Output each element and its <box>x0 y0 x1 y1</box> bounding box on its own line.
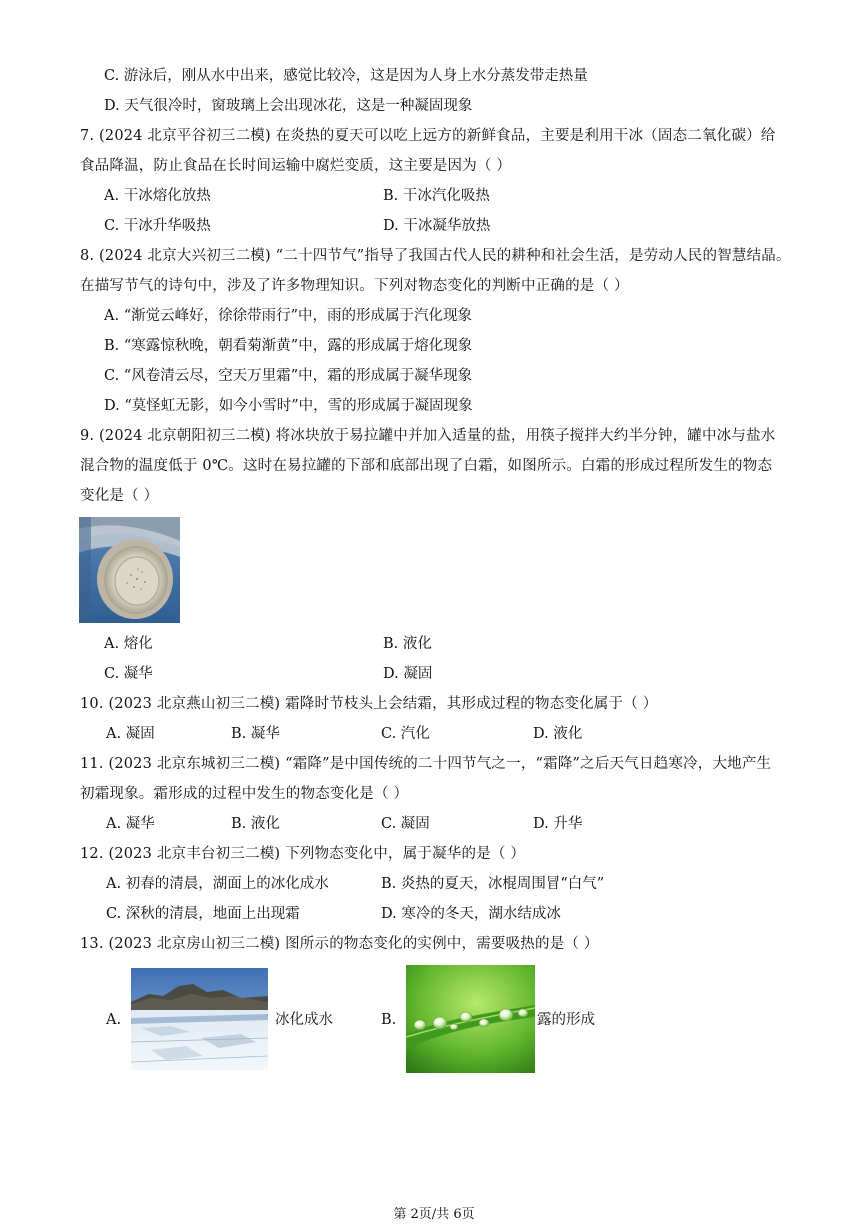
q7-option-d: D. 干冰凝华放热 <box>383 218 491 234</box>
q7-option-a: A. 干冰熔化放热 <box>104 188 211 204</box>
q7-stem-line2: 食品降温，防止食品在长时间运输中腐烂变质，这主要是因为（ ） <box>80 158 512 174</box>
q12-option-c: C. 深秋的清晨，地面上出现霜 <box>106 906 300 922</box>
frosted-can-photo <box>79 517 180 623</box>
q10-option-c: C. 汽化 <box>381 726 430 742</box>
q10-option-a: A. 凝固 <box>106 726 155 742</box>
q7-option-b: B. 干冰汽化吸热 <box>383 188 490 204</box>
q12-option-b: B. 炎热的夏天，冰棍周围冒“白气” <box>381 876 605 892</box>
q9-option-d: D. 凝固 <box>383 666 433 682</box>
q11-option-a: A. 凝华 <box>106 816 155 832</box>
q8-option-a: A. “渐觉云峰好，徐徐带雨行”中，雨的形成属于汽化现象 <box>104 308 473 324</box>
dew-drops-photo <box>406 965 535 1073</box>
q9-option-c: C. 凝华 <box>104 666 153 682</box>
q10-option-b: B. 凝华 <box>231 726 280 742</box>
q11-stem-line2: 初霜现象。霜形成的过程中发生的物态变化是（ ） <box>80 786 409 802</box>
q9-option-a: A. 熔化 <box>104 636 153 652</box>
q10-stem-line1: 10. (2023 北京燕山初三二模) 霜降时节枝头上会结霜，其形成过程的物态变化属于（ ） <box>80 696 658 712</box>
q9-stem-line1: 9. (2024 北京朝阳初三二模) 将冰块放于易拉罐中并加入适量的盐，用筷子搅拌大约半分钟，罐中冰与盐水 <box>80 428 776 444</box>
q13-option-b-letter: B. <box>381 1012 397 1028</box>
q10-option-d: D. 液化 <box>533 726 583 742</box>
page-number: 第 2页/共 6页 <box>393 1207 475 1222</box>
q12-stem-line1: 12. (2023 北京丰台初三二模) 下列物态变化中，属于凝华的是（ ） <box>80 846 526 862</box>
q11-option-b: B. 液化 <box>231 816 280 832</box>
q8-stem-line2: 在描写节气的诗句中，涉及了许多物理知识。下列对物态变化的判断中正确的是（ ） <box>80 278 629 294</box>
q6-option-d: D. 天气很冷时，窗玻璃上会出现冰花，这是一种凝固现象 <box>104 98 473 114</box>
q11-stem-line1: 11. (2023 北京东城初三二模) “霜降”是中国传统的二十四节气之一，“霜降”之后天气日趋寒冷，大地产生 <box>80 756 772 772</box>
q9-option-b: B. 液化 <box>383 636 432 652</box>
q12-option-a: A. 初春的清晨，湖面上的冰化成水 <box>106 876 329 892</box>
q7-option-c: C. 干冰升华吸热 <box>104 218 211 234</box>
q8-option-c: C. “风卷清云尽，空天万里霜”中，霜的形成属于凝华现象 <box>104 368 473 384</box>
q12-option-d: D. 寒冷的冬天，湖水结成冰 <box>381 906 561 922</box>
q13-option-a-letter: A. <box>106 1012 122 1028</box>
q13-option-a-caption: 冰化成水 <box>275 1012 333 1028</box>
q9-stem-line3: 变化是（ ） <box>80 488 159 504</box>
q13-option-b-caption: 露的形成 <box>537 1012 595 1028</box>
q13-stem-line1: 13. (2023 北京房山初三二模) 图所示的物态变化的实例中，需要吸热的是（ ） <box>80 936 599 952</box>
ice-melting-photo <box>131 968 268 1070</box>
q8-option-b: B. “寒露惊秋晚，朝看菊渐黄”中，露的形成属于熔化现象 <box>104 338 473 354</box>
q7-stem-line1: 7. (2024 北京平谷初三二模) 在炎热的夏天可以吃上远方的新鲜食品，主要是利用干冰（固态二氧化碳）给 <box>80 128 776 144</box>
q6-option-c: C. 游泳后，刚从水中出来，感觉比较冷，这是因为人身上水分蒸发带走热量 <box>104 68 588 84</box>
q11-option-c: C. 凝固 <box>381 816 430 832</box>
q11-option-d: D. 升华 <box>533 816 583 832</box>
q9-stem-line2: 混合物的温度低于 0℃。这时在易拉罐的下部和底部出现了白霜，如图所示。白霜的形成过程所发生的物态 <box>80 458 773 474</box>
q8-stem-line1: 8. (2024 北京大兴初三二模) “二十四节气”指导了我国古代人民的耕种和社会生活，是劳动人民的智慧结晶。 <box>80 248 791 264</box>
q8-option-d: D. “莫怪虹无影，如今小雪时”中，雪的形成属于凝固现象 <box>104 398 473 414</box>
